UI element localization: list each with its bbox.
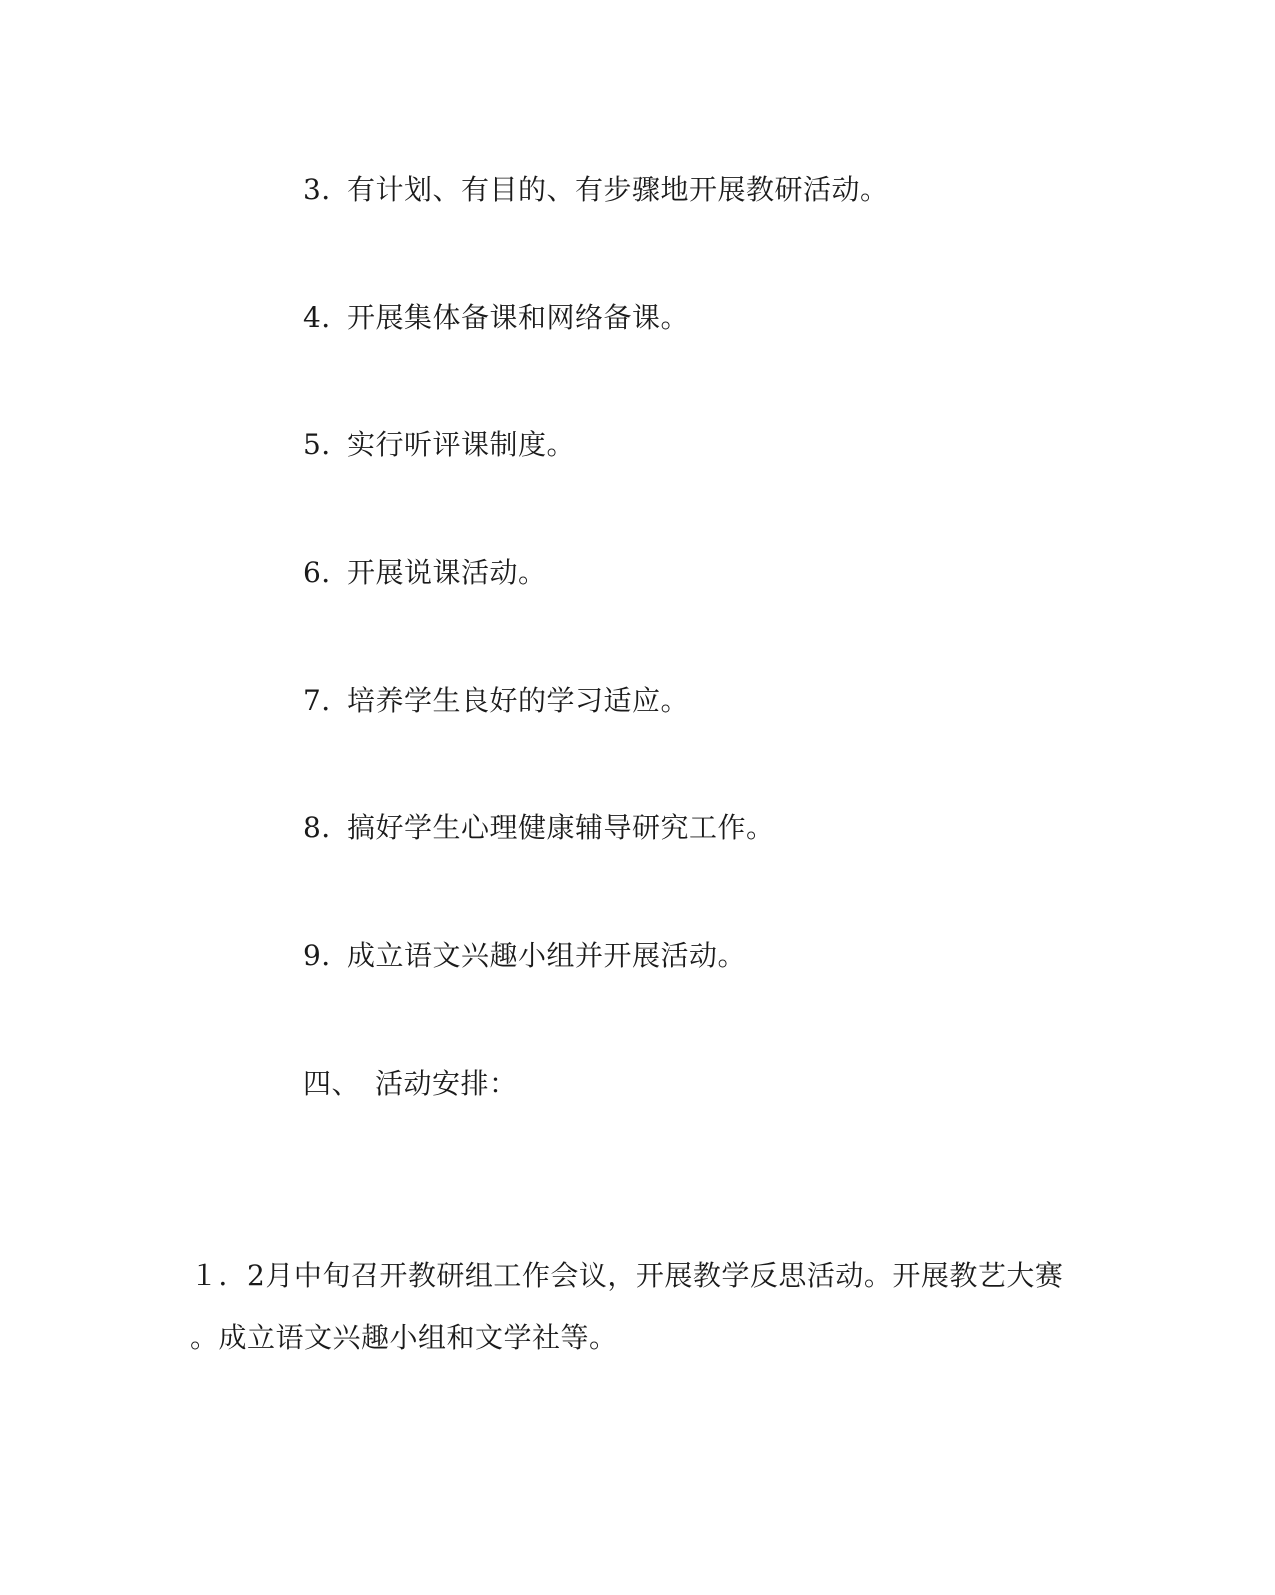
- list-item-number: 9．: [303, 939, 350, 972]
- list-item-text: 搞好学生心理健康辅导研究工作。: [347, 811, 775, 844]
- paragraph-line-1: １．2月中旬召开教研组工作会议，开展教学反思活动。开展教艺大赛: [190, 1259, 1064, 1292]
- list-item-text: 成立语文兴趣小组并开展活动。: [347, 939, 747, 972]
- list-item-text: 开展说课活动。: [347, 556, 547, 589]
- section-number: 四、: [303, 1067, 361, 1100]
- list-item-text: 实行听评课制度。: [347, 428, 576, 461]
- list-item: [303, 427, 575, 463]
- list-item-number: 7．: [303, 684, 350, 717]
- list-item-number: 6．: [303, 556, 350, 589]
- paragraph-line-2: 。成立语文兴趣小组和文学社等。: [190, 1321, 618, 1354]
- list-item-text: 有计划、有目的、有步骤地开展教研活动。: [347, 173, 889, 206]
- list-item-text: 培养学生良好的学习适应。: [347, 684, 690, 717]
- list-item: [303, 300, 689, 336]
- list-item-text: 开展集体备课和网络备课。: [347, 301, 690, 334]
- list-item: [303, 172, 889, 208]
- list-item: [303, 938, 746, 974]
- list-item: [303, 683, 689, 719]
- list-item-number: 4．: [303, 301, 350, 334]
- section-heading: [303, 1066, 518, 1102]
- list-item: [303, 810, 775, 846]
- list-item: [303, 555, 547, 591]
- section-title: 活动安排：: [375, 1067, 518, 1100]
- list-item-number: 3．: [303, 173, 350, 206]
- list-item-number: 5．: [303, 428, 350, 461]
- list-item-number: 8．: [303, 811, 350, 844]
